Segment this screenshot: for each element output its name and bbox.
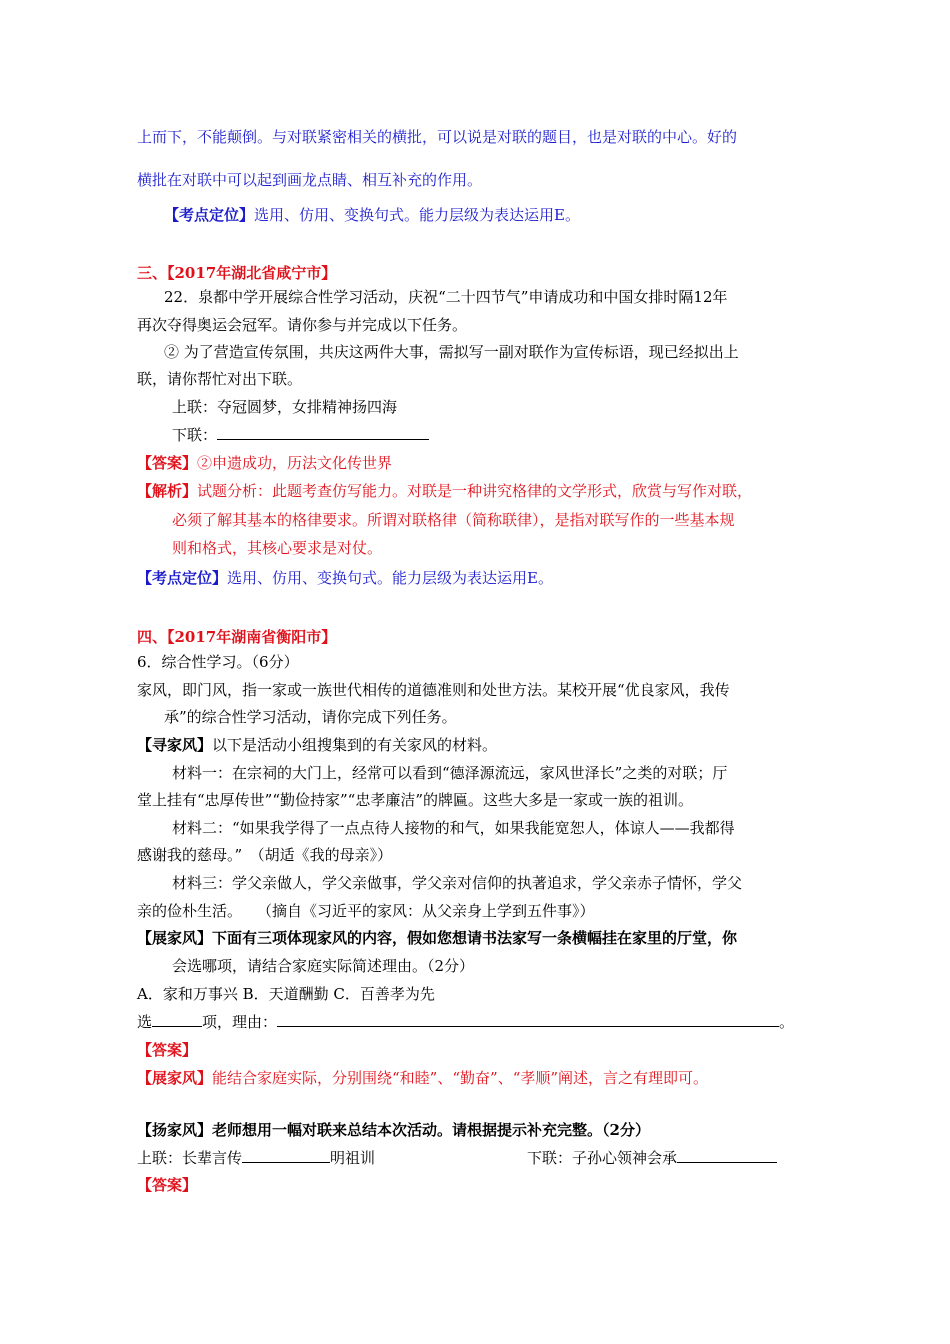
yang-xialian-row	[527, 1148, 777, 1168]
zhan-answer-row	[137, 1068, 708, 1088]
xialian-row	[172, 425, 429, 445]
jiexi-line: 必须了解其基本的格律要求。所谓对联格律（简称联律），是指对联写作的一些基本规	[172, 511, 735, 529]
select-prefix: 选	[137, 1013, 153, 1031]
answer-text: ②申遗成功，历法文化传世界	[197, 454, 393, 472]
answer-tag: 【答案】	[137, 1176, 198, 1194]
shanglian-blank[interactable]	[242, 1148, 330, 1163]
kaodian-tag: 【考点定位】	[137, 569, 228, 587]
shanglian: 上联：夺冠圆梦，女排精神扬四海	[172, 398, 398, 416]
material-line: 材料一：在宗祠的大门上，经常可以看到“德泽源流远，家风世泽长”之类的对联；厅	[172, 764, 728, 782]
question-line: ② 为了营造宣传氛围，共庆这两件大事，需拟写一副对联作为宣传标语，现已经拟出上	[164, 343, 739, 361]
zhan-answer-tag: 【展家风】	[137, 1069, 213, 1087]
option-blank[interactable]	[152, 1012, 202, 1027]
reason-blank[interactable]	[277, 1012, 779, 1027]
kaodian-tag: 【考点定位】	[164, 206, 255, 224]
answer-blank[interactable]	[217, 425, 429, 440]
kaodian-row	[164, 205, 580, 225]
material-line: 感谢我的慈母。” （胡适《我的母亲》）	[137, 846, 393, 864]
xun-text: 以下是活动小组搜集到的有关家风的材料。	[212, 736, 498, 754]
jiexi-line: 则和格式，其核心要求是对仗。	[172, 539, 383, 557]
options-line: A．家和万事兴 B．天道酬勤 C．百善孝为先	[137, 985, 435, 1003]
zhan-question-line: 会选哪项，请结合家庭实际简述理由。（2分）	[172, 957, 475, 975]
select-row	[137, 1012, 794, 1032]
jiexi-text: 试题分析：此题考查仿写能力。对联是一种讲究格律的文学形式，欣赏与写作对联，	[197, 482, 753, 500]
yang-shanglian-prefix: 上联：长辈言传	[137, 1149, 243, 1167]
question-title: 6．综合性学习。（6分）	[137, 653, 299, 671]
xun-tag: 【寻家风】	[137, 736, 213, 754]
yang-question-line: 【扬家风】老师想用一幅对联来总结本次活动。请根据提示补充完整。（2分）	[137, 1121, 650, 1139]
intro-line: 家风，即门风，指一家或一族世代相传的道德准则和处世方法。某校开展“优良家风，我传	[137, 681, 730, 699]
yang-shanglian-row	[137, 1148, 375, 1168]
question-line: 22．泉都中学开展综合性学习活动，庆祝“二十四节气”申请成功和中国女排时隔12年	[164, 288, 728, 306]
kaodian-text: 选用、仿用、变换句式。能力层级为表达运用E。	[227, 569, 553, 587]
kaodian-row	[137, 568, 553, 588]
answer-row	[137, 453, 392, 473]
yang-shanglian-suffix: 明祖训	[330, 1149, 376, 1167]
question-line: 再次夺得奥运会冠军。请你参与并完成以下任务。	[137, 316, 468, 334]
zhan-question-line: 【展家风】下面有三项体现家风的内容，假如您想请书法家写一条横幅挂在家里的厅堂，你	[137, 929, 738, 947]
xialian-blank[interactable]	[677, 1148, 777, 1163]
material-line: 材料三：学父亲做人，学父亲做事，学父亲对信仰的执著追求，学父亲赤子情怀，学父	[172, 874, 743, 892]
material-line: 亲的俭朴生活。 （摘自《习近平的家风：从父亲身上学到五件事》）	[137, 902, 595, 920]
yang-xialian-prefix: 下联：子孙心领神会承	[527, 1149, 678, 1167]
answer-tag: 【答案】	[137, 1041, 198, 1059]
section-heading: 四、【2017年湖南省衡阳市】	[137, 628, 337, 646]
select-end: 。	[779, 1013, 795, 1031]
section-heading: 三、【2017年湖北省咸宁市】	[137, 264, 337, 282]
select-mid: 项，理由：	[202, 1013, 278, 1031]
answer-tag: 【答案】	[137, 454, 198, 472]
question-line: 联，请你帮忙对出下联。	[137, 370, 303, 388]
material-line: 材料二：“如果我学得了一点点待人接物的和气，如果我能宽恕人，体谅人——我都得	[172, 819, 735, 837]
intro-line: 承”的综合性学习活动，请你完成下列任务。	[164, 708, 457, 726]
xialian-label: 下联：	[172, 426, 218, 444]
xun-row	[137, 735, 497, 755]
jiexi-row	[137, 481, 752, 501]
zhan-answer-text: 能结合家庭实际，分别围绕“和睦”、“勤奋”、“孝顺”阐述，言之有理即可。	[212, 1069, 709, 1087]
kaodian-text: 选用、仿用、变换句式。能力层级为表达运用E。	[254, 206, 580, 224]
material-line: 堂上挂有“忠厚传世”“勤俭持家”“忠孝廉洁”的牌匾。这些大多是一家或一族的祖训。	[137, 791, 694, 809]
paragraph-line: 横批在对联中可以起到画龙点睛、相互补充的作用。	[137, 171, 483, 189]
jiexi-tag: 【解析】	[137, 482, 198, 500]
paragraph-line: 上而下，不能颠倒。与对联紧密相关的横批，可以说是对联的题目，也是对联的中心。好的	[137, 128, 738, 146]
